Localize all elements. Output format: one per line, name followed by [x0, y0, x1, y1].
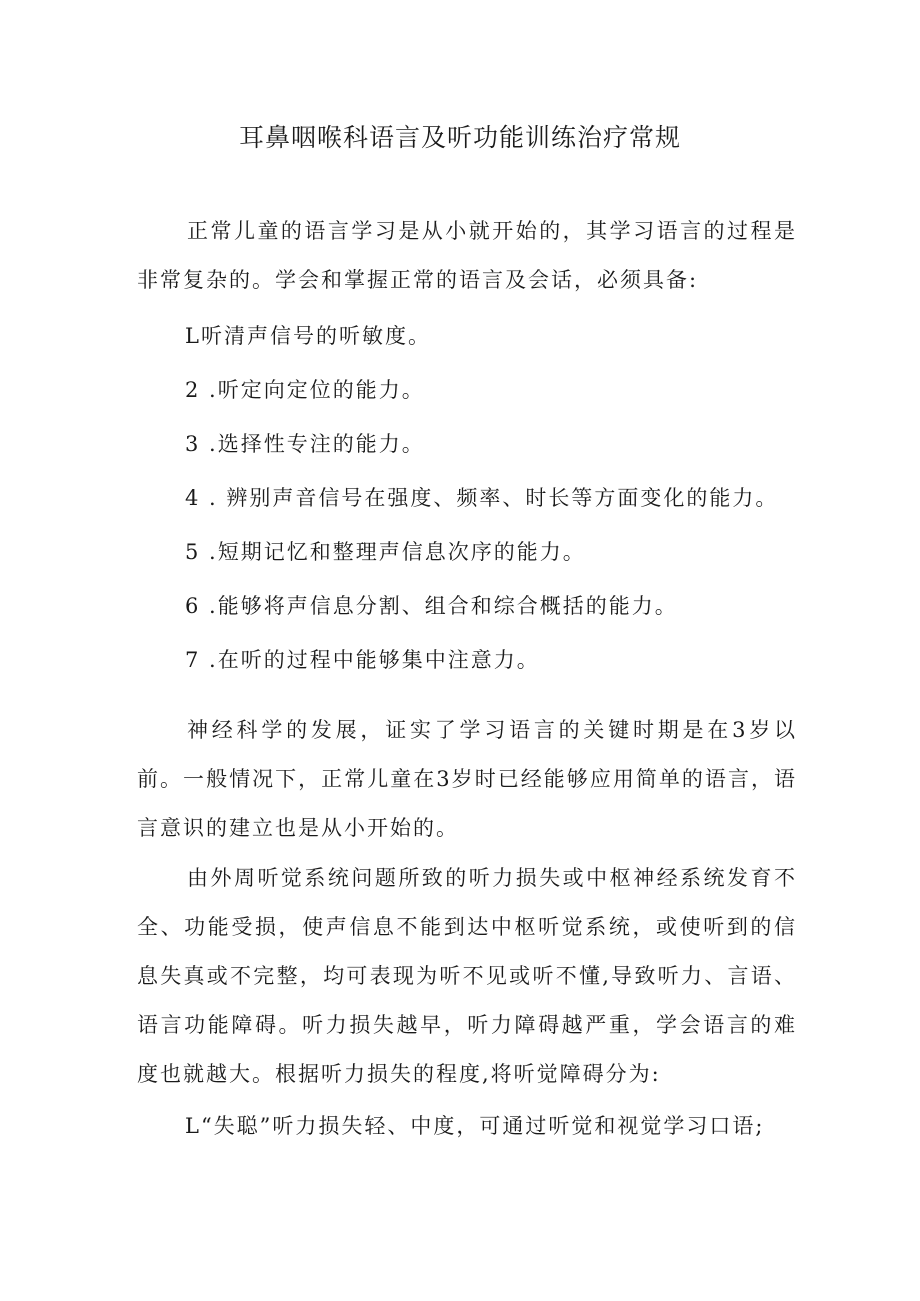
ability-item-6: 6 .能够将声信息分割、组合和综合概括的能力。: [185, 594, 678, 618]
intro-paragraph: 正常儿童的语言学习是从小就开始的，其学习语言的过程是非常复杂的。学会和掌握正常的语言及会话，必须具备:: [137, 219, 797, 292]
ability-item-1: L听清声信号的听敏度。: [185, 324, 431, 348]
ability-item-4: 4 . 辨别声音信号在强度、频率、时长等方面变化的能力。: [185, 486, 779, 510]
ability-item-2: 2 .听定向定位的能力。: [185, 378, 425, 402]
document-title: 耳鼻咽喉科语言及听功能训练治疗常规: [238, 123, 681, 152]
hearing-loss-paragraph: 由外周听觉系统问题所致的听力损失或中枢神经系统发育不全、功能受损，使声信息不能到达中枢听觉系统，或使听到的信息失真或不完整，均可表现为听不见或听不懂,导致听力、言语、语言功能障碍。听力损失越早，听力障碍越严重，学会语言的难度也就越大。根据听力损失的程度,将听觉障碍分为:: [137, 866, 797, 1086]
ability-item-5: 5 .短期记忆和整理声信息次序的能力。: [185, 540, 586, 564]
classification-item-1: L“失聪”听力损失轻、中度，可通过听觉和视觉学习口语;: [185, 1114, 765, 1138]
ability-item-3: 3 .选择性专注的能力。: [185, 432, 425, 456]
ability-item-7: 7 .在听的过程中能够集中注意力。: [185, 648, 540, 672]
neuroscience-paragraph: 神经科学的发展，证实了学习语言的关键时期是在3岁以前。一般情况下，正常儿童在3岁时已经能够应用简单的语言，语言意识的建立也是从小开始的。: [137, 718, 797, 840]
